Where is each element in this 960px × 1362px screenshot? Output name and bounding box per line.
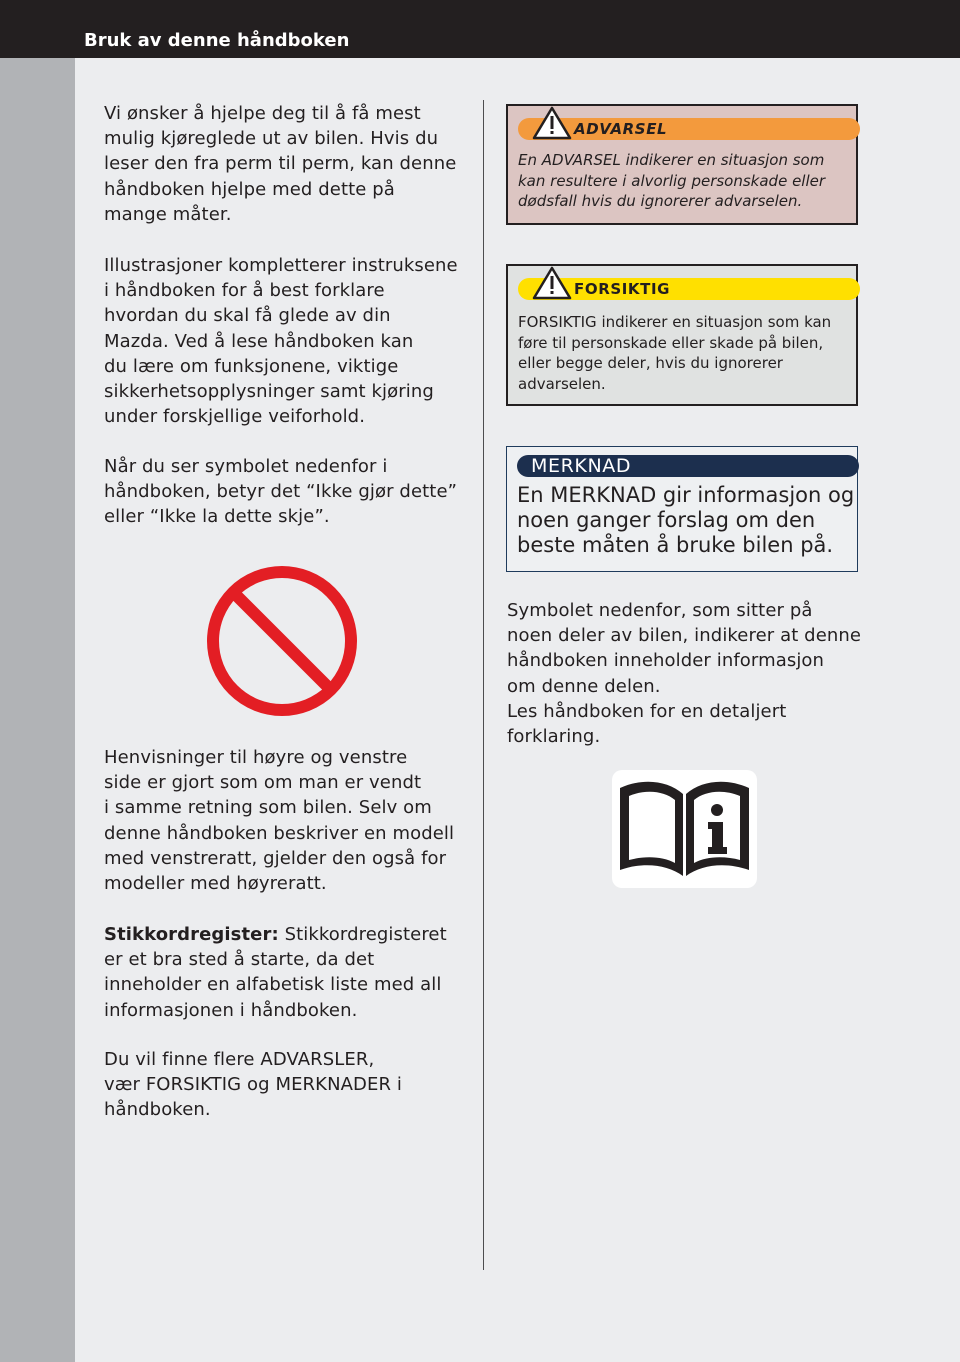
illustrations-text: Illustrasjoner kompletterer instruksene i håndboken for å best forklare hvordan du skal få glede av din Mazda. Ved å lese håndboken kan du lære om funksjonene, viktige sikkerhetsopplysninger samt kjøring under forskjellige veiforhold. (104, 255, 458, 428)
notices-text: Du vil finne flere ADVARSLER, vær FORSIKTIG og MERKNADER i håndboken. (104, 1049, 403, 1121)
manual-symbol-paragraph (507, 598, 867, 749)
notices-paragraph (104, 1047, 466, 1123)
intro-paragraph (104, 101, 466, 227)
note-notice (506, 446, 858, 572)
read-manual-icon (612, 770, 757, 888)
caution-notice (506, 264, 858, 406)
index-text (104, 922, 466, 1023)
index-body: Stikkordregisteret er et bra sted å starte, da det inneholder en alfabetisk liste med all informasjonen i håndboken. (104, 924, 447, 1021)
note-label: MERKNAD (531, 455, 632, 477)
manual-symbol-text: Symbolet nedenfor, som sitter på noen deler av bilen, indikerer at denne håndboken inneholder informasjon om denne delen. Les håndboken for en detaljert forklaring. (507, 600, 862, 748)
caution-header-bar (518, 278, 860, 300)
warning-text: En ADVARSEL indikerer en situasjon som kan resultere i alvorlig personskade eller dødsfall hvis du ignorerer advarselen. (518, 151, 826, 210)
column-divider (483, 100, 484, 1270)
warning-notice (506, 104, 858, 225)
left-margin-strip (0, 58, 75, 1362)
warning-triangle-icon (532, 106, 572, 140)
index-paragraph (104, 922, 466, 1023)
warning-label: ADVARSEL (574, 120, 668, 138)
page-title: Bruk av denne håndboken (84, 30, 350, 51)
prohibition-icon (205, 564, 359, 718)
directions-paragraph (104, 745, 466, 896)
note-text: En MERKNAD gir informasjon og noen ganger forslag om den beste måten å bruke bilen på. (517, 483, 855, 557)
header-bar (0, 0, 960, 58)
illustrations-paragraph (104, 253, 466, 429)
directions-text: Henvisninger til høyre og venstre side er gjort som om man er vendt i samme retning som bilen. Selv om denne håndboken beskriver en modell med venstreratt, gjelder den også for modeller med høyreratt. (104, 747, 455, 895)
warning-header-bar (518, 118, 860, 140)
caution-text: FORSIKTIG indikerer en situasjon som kan føre til personskade eller skade på bilen, eller begge deler, hvis du ignorerer advarselen. (518, 313, 832, 393)
caution-label: FORSIKTIG (574, 280, 671, 298)
intro-text: Vi ønsker å hjelpe deg til å få mest mulig kjøreglede ut av bilen. Hvis du leser den fra perm til perm, kan denne håndboken hjelpe med dette på mange måter. (104, 103, 457, 225)
index-label: Stikkordregister: (104, 924, 279, 945)
symbol-paragraph (104, 454, 466, 530)
symbol-text: Når du ser symbolet nedenfor i håndboken, betyr det “Ikke gjør dette” eller “Ikke la dette skje”. (104, 456, 458, 528)
note-header-bar (517, 455, 859, 477)
warning-triangle-icon (532, 266, 572, 300)
